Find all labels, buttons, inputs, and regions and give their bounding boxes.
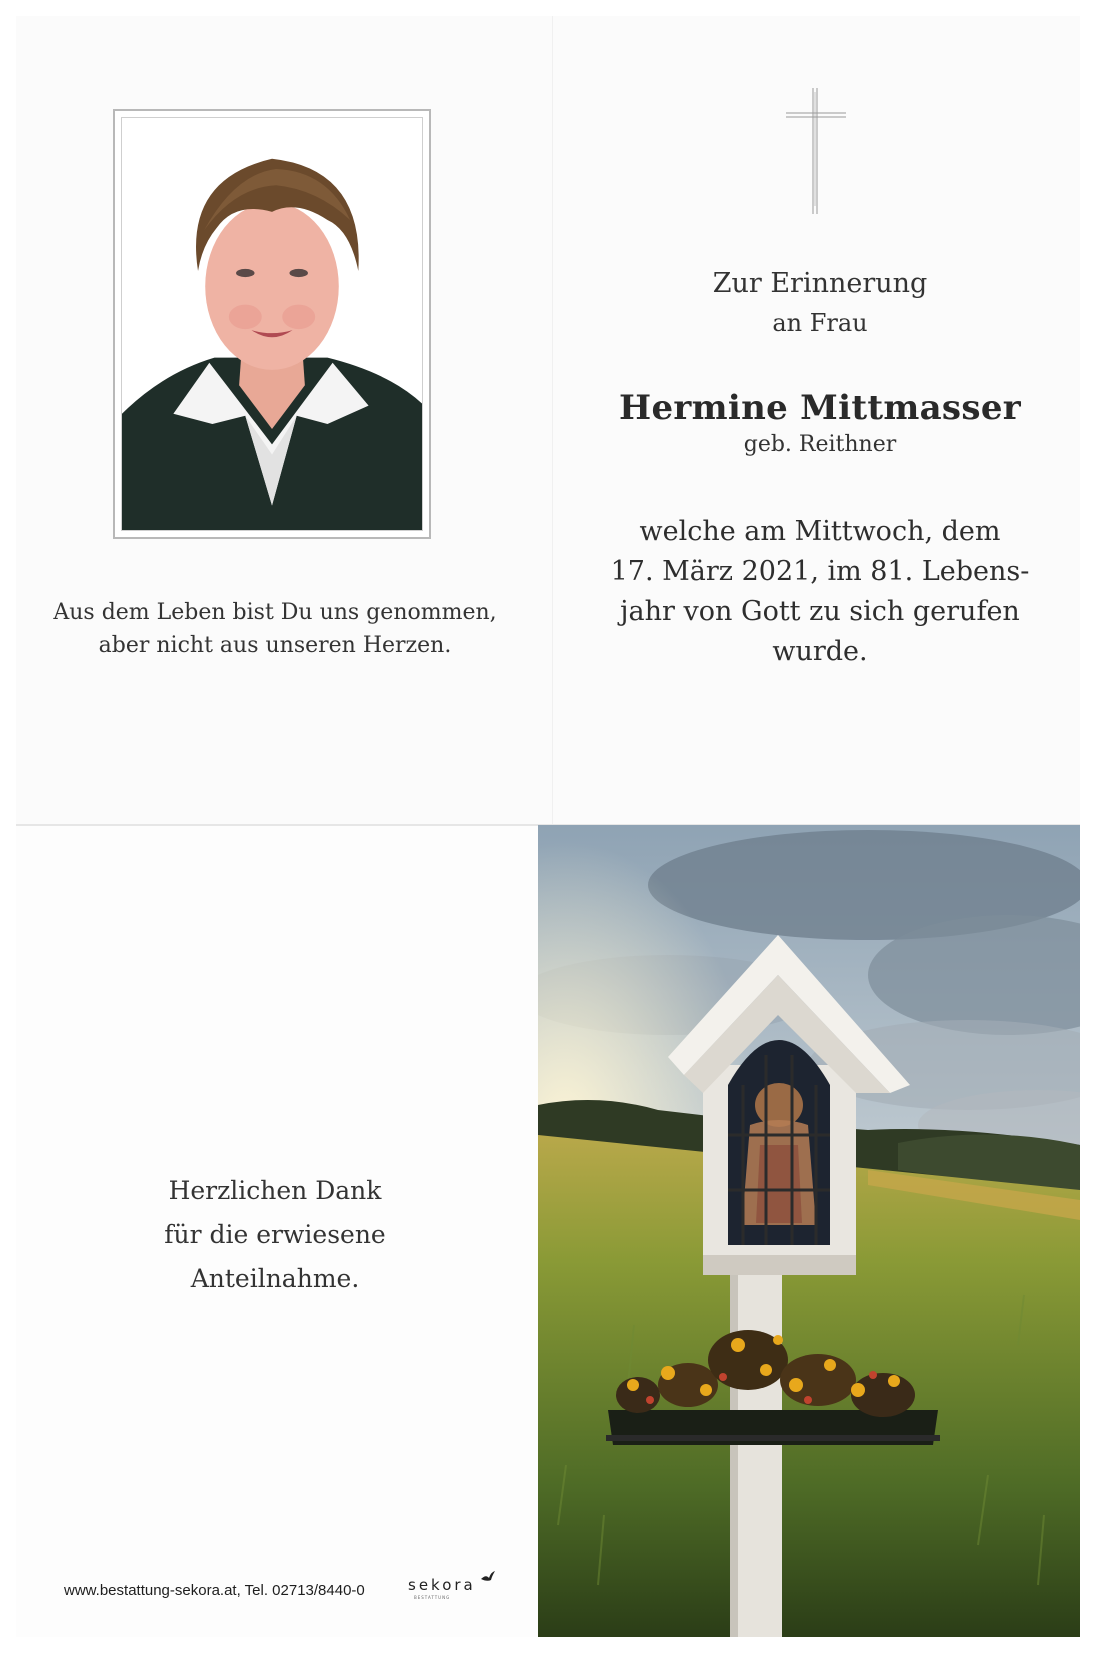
quote-line-1: Aus dem Leben bist Du uns genommen, xyxy=(53,600,497,625)
memorial-quote xyxy=(40,596,510,662)
quote-line-2: aber nicht aus unseren Herzen. xyxy=(98,633,452,658)
footer xyxy=(64,1576,504,1606)
thanks-line-3: Anteilnahme. xyxy=(190,1264,360,1293)
thanks-line-1: Herzlichen Dank xyxy=(168,1176,382,1205)
notice-line-1: welche am Mittwoch, dem xyxy=(639,516,1001,547)
logo-text: sekora xyxy=(408,1576,476,1594)
footer-contact: www.bestattung-sekora.at, Tel. 02713/8440-0 xyxy=(64,1582,365,1599)
portrait-frame xyxy=(113,109,431,539)
thanks-line-2: für die erwiesene xyxy=(164,1220,386,1249)
cross-icon xyxy=(786,88,846,214)
fold-line-vertical xyxy=(552,16,553,824)
deceased-name: Hermine Mittmasser xyxy=(619,388,1021,428)
portrait-photo xyxy=(121,117,423,531)
logo-tagline: BESTATTUNG xyxy=(414,1595,451,1600)
death-notice xyxy=(560,512,1080,672)
maiden-name: geb. Reithner xyxy=(743,432,897,457)
memorial-heading: Zur Erinnerung xyxy=(712,268,928,299)
notice-line-4: wurde. xyxy=(772,636,868,667)
memorial-subheading: an Frau xyxy=(772,309,868,337)
thanks-message xyxy=(40,1169,510,1301)
wayside-shrine-photo xyxy=(538,825,1080,1637)
sekora-logo xyxy=(408,1576,476,1600)
notice-line-2: 17. März 2021, im 81. Lebens- xyxy=(610,556,1030,587)
notice-line-3: jahr von Gott zu sich gerufen xyxy=(620,596,1020,627)
bird-icon xyxy=(480,1570,496,1584)
